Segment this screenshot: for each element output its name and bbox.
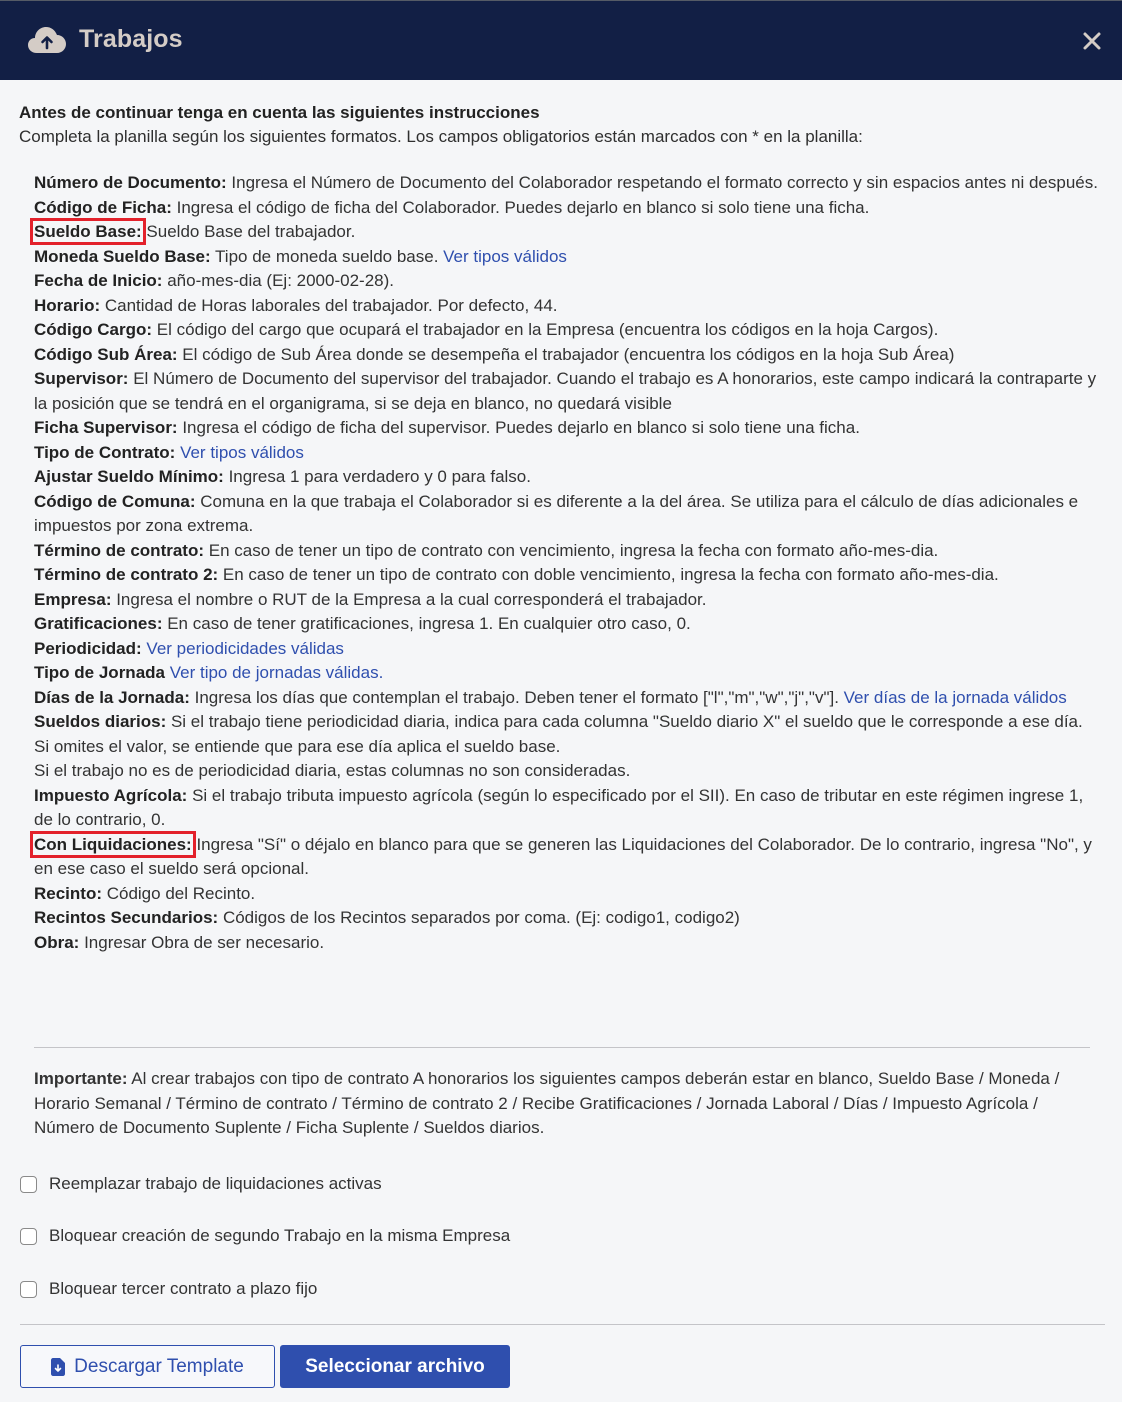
field-instruction bbox=[34, 661, 1104, 686]
field-description: Códigos de los Recintos separados por coma. (Ej: codigo1, codigo2) bbox=[218, 908, 740, 927]
modal-header bbox=[0, 0, 1122, 80]
field-label: Empresa: bbox=[34, 589, 112, 609]
field-label: Impuesto Agrícola: bbox=[34, 785, 188, 805]
field-description: El código de Sub Área donde se desempeña el trabajador (encuentra los códigos en la hoja Sub Área) bbox=[177, 344, 955, 364]
option-block-second-job[interactable] bbox=[20, 1226, 510, 1246]
field-description: Si el trabajo no es de periodicidad diaria, estas columnas no son consideradas. bbox=[34, 761, 631, 780]
field-label: Término de contrato: bbox=[34, 540, 205, 560]
field-description: Ingresa los días que contemplan el trabajo. Deben tener el formato ["l","m","w","j","v"]. bbox=[189, 687, 844, 707]
field-instruction bbox=[34, 171, 1104, 196]
field-instruction bbox=[34, 318, 1104, 343]
field-instruction bbox=[34, 588, 1104, 613]
field-description: Ingresa el Número de Documento del Colaborador respetando el formato correcto y sin espacios antes ni después. bbox=[226, 173, 1098, 192]
field-description: Ingresar Obra de ser necesario. bbox=[79, 932, 325, 952]
field-description: Si el trabajo tributa impuesto agrícola (según lo especificado por el SII). En caso de tributar en este régimen ingrese 1, de lo contrario, 0. bbox=[34, 785, 1084, 829]
instructions-subtitle: Completa la planilla según los siguientes formatos. Los campos obligatorios están marcados con * en la planilla: bbox=[19, 127, 863, 146]
field-instruction bbox=[34, 220, 1104, 245]
option-label: Bloquear creación de segundo Trabajo en la misma Empresa bbox=[49, 1226, 511, 1245]
field-label: Moneda Sueldo Base: bbox=[34, 246, 211, 266]
field-label: Tipo de Jornada bbox=[34, 663, 165, 682]
field-description: Si el trabajo tiene periodicidad diaria, indica para cada columna "Sueldo diario X" el sueldo que le corresponde a ese día. bbox=[166, 712, 1083, 731]
option-block-third-fixed-contract[interactable] bbox=[20, 1279, 317, 1299]
download-template-button[interactable] bbox=[20, 1345, 275, 1388]
field-label: Gratificaciones: bbox=[34, 614, 163, 633]
field-label: Código Cargo: bbox=[34, 320, 153, 339]
divider bbox=[34, 1047, 1090, 1048]
field-label: Con Liquidaciones: bbox=[34, 834, 192, 854]
field-instruction bbox=[34, 563, 1104, 588]
field-instruction bbox=[34, 686, 1104, 711]
field-instruction bbox=[34, 245, 1104, 270]
field-label: Tipo de Contrato: bbox=[34, 442, 176, 462]
field-label: Término de contrato 2: bbox=[34, 565, 219, 584]
field-instruction bbox=[34, 637, 1104, 662]
field-instructions-list bbox=[34, 171, 1104, 955]
field-label: Código Sub Área: bbox=[34, 344, 178, 364]
checkbox[interactable] bbox=[20, 1281, 37, 1298]
valid-values-link[interactable]: Ver tipo de jornadas válidas. bbox=[169, 663, 384, 682]
select-file-button[interactable] bbox=[280, 1345, 510, 1388]
field-label: Código de Ficha: bbox=[34, 197, 172, 217]
field-instruction bbox=[34, 931, 1104, 956]
field-instruction bbox=[34, 465, 1104, 490]
field-instruction bbox=[34, 759, 1104, 784]
field-description: En caso de tener un tipo de contrato con doble vencimiento, ingresa la fecha con formato año-mes-dia. bbox=[218, 565, 999, 584]
field-label: Periodicidad: bbox=[34, 638, 142, 658]
field-description: En caso de tener gratificaciones, ingresa 1. En cualquier otro caso, 0. bbox=[162, 614, 691, 633]
instructions-title: Antes de continuar tenga en cuenta las siguientes instrucciones bbox=[19, 103, 540, 122]
field-instruction bbox=[34, 416, 1104, 441]
close-icon[interactable] bbox=[1082, 31, 1102, 51]
field-description: Tipo de moneda sueldo base. bbox=[210, 246, 444, 266]
field-instruction bbox=[34, 294, 1104, 319]
field-instruction bbox=[34, 612, 1104, 637]
field-instruction bbox=[34, 735, 1104, 760]
option-replace-active-job[interactable] bbox=[20, 1174, 382, 1194]
field-description: El código del cargo que ocupará el trabajador en la Empresa (encuentra los códigos en la hoja Cargos). bbox=[152, 320, 939, 339]
field-label: Supervisor: bbox=[34, 369, 129, 388]
field-label: Sueldo Base: bbox=[34, 222, 142, 241]
valid-values-link[interactable]: Ver días de la jornada válidos bbox=[843, 687, 1067, 707]
valid-values-link[interactable]: Ver tipos válidos bbox=[443, 246, 567, 266]
field-instruction bbox=[34, 441, 1104, 466]
field-label: Código de Comuna: bbox=[34, 491, 196, 511]
field-description: Comuna en la que trabaja el Colaborador si es diferente a la del área. Se utiliza para el cálculo de días adicionales e impuestos por zona extrema. bbox=[34, 491, 1079, 535]
important-label: Importante: bbox=[34, 1069, 128, 1088]
footer-divider bbox=[20, 1324, 1105, 1325]
field-instruction bbox=[34, 710, 1104, 735]
field-description: Ingresa "Sí" o déjalo en blanco para que se generen las Liquidaciones del Colaborador. De lo contrario, ingresa "No", y en ese caso el sueldo será opcional. bbox=[34, 834, 1092, 878]
modal-title: Trabajos bbox=[79, 25, 183, 53]
valid-values-link[interactable]: Ver tipos válidos bbox=[180, 442, 304, 462]
field-instruction bbox=[34, 784, 1104, 833]
field-instruction bbox=[34, 539, 1104, 564]
field-description: Código del Recinto. bbox=[102, 883, 256, 903]
checkbox[interactable] bbox=[20, 1176, 37, 1193]
field-description: Cantidad de Horas laborales del trabajador. Por defecto, 44. bbox=[100, 295, 558, 315]
field-instruction bbox=[34, 196, 1104, 221]
field-description: Ingresa el código de ficha del Colaborador. Puedes dejarlo en blanco si solo tiene una ficha. bbox=[171, 197, 870, 217]
field-instruction bbox=[34, 882, 1104, 907]
field-instruction bbox=[34, 906, 1104, 931]
field-description: Sueldo Base del trabajador. bbox=[141, 222, 356, 241]
field-label: Número de Documento: bbox=[34, 173, 227, 192]
field-instruction bbox=[34, 343, 1104, 368]
option-label: Reemplazar trabajo de liquidaciones activas bbox=[49, 1174, 382, 1193]
field-label: Sueldos diarios: bbox=[34, 712, 167, 731]
field-label: Recintos Secundarios: bbox=[34, 908, 219, 927]
field-description: En caso de tener un tipo de contrato con vencimiento, ingresa la fecha con formato año-mes-dia. bbox=[204, 540, 939, 560]
field-description: Ingresa 1 para verdadero y 0 para falso. bbox=[223, 467, 531, 486]
file-download-icon bbox=[51, 1358, 65, 1376]
field-label: Ajustar Sueldo Mínimo: bbox=[34, 467, 224, 486]
select-file-label: Seleccionar archivo bbox=[305, 1355, 485, 1377]
field-instruction bbox=[34, 367, 1104, 416]
field-description: Si omites el valor, se entiende que para ese día aplica el sueldo base. bbox=[34, 736, 561, 756]
checkbox[interactable] bbox=[20, 1228, 37, 1245]
cloud-upload-icon bbox=[28, 26, 66, 54]
field-description: año-mes-dia (Ej: 2000-02-28). bbox=[162, 271, 394, 290]
field-label: Fecha de Inicio: bbox=[34, 271, 163, 290]
field-instruction bbox=[34, 269, 1104, 294]
important-note bbox=[34, 1067, 1094, 1141]
field-label: Horario: bbox=[34, 295, 101, 315]
field-description: Ingresa el código de ficha del supervisor. Puedes dejarlo en blanco si solo tiene una ficha. bbox=[177, 418, 860, 437]
important-text: Al crear trabajos con tipo de contrato A honorarios los siguientes campos deberán estar en blanco, Sueldo Base / Moneda / Horario Semanal / Término de contrato / Término de contrato 2 / Recibe Gratificaciones / Jornada Laboral / Días / Impuesto Agrícola / Número de Documento Suplente / Ficha Suplente / Sueldos diarios. bbox=[34, 1069, 1060, 1137]
field-description: El Número de Documento del supervisor del trabajador. Cuando el trabajo es A honorarios, este campo indicará la contraparte y la posición que se tendrá en el organigrama, si se deja en blanco, no quedará visible bbox=[34, 369, 1097, 413]
field-label: Obra: bbox=[34, 932, 80, 952]
field-instruction bbox=[34, 490, 1104, 539]
field-label: Recinto: bbox=[34, 883, 102, 903]
field-label: Días de la Jornada: bbox=[34, 687, 190, 707]
field-description: Ingresa el nombre o RUT de la Empresa a la cual corresponderá el trabajador. bbox=[111, 589, 707, 609]
download-template-label: Descargar Template bbox=[74, 1355, 244, 1377]
field-instruction bbox=[34, 833, 1104, 882]
option-label: Bloquear tercer contrato a plazo fijo bbox=[49, 1279, 318, 1298]
field-label: Ficha Supervisor: bbox=[34, 418, 178, 437]
valid-values-link[interactable]: Ver periodicidades válidas bbox=[146, 638, 344, 658]
